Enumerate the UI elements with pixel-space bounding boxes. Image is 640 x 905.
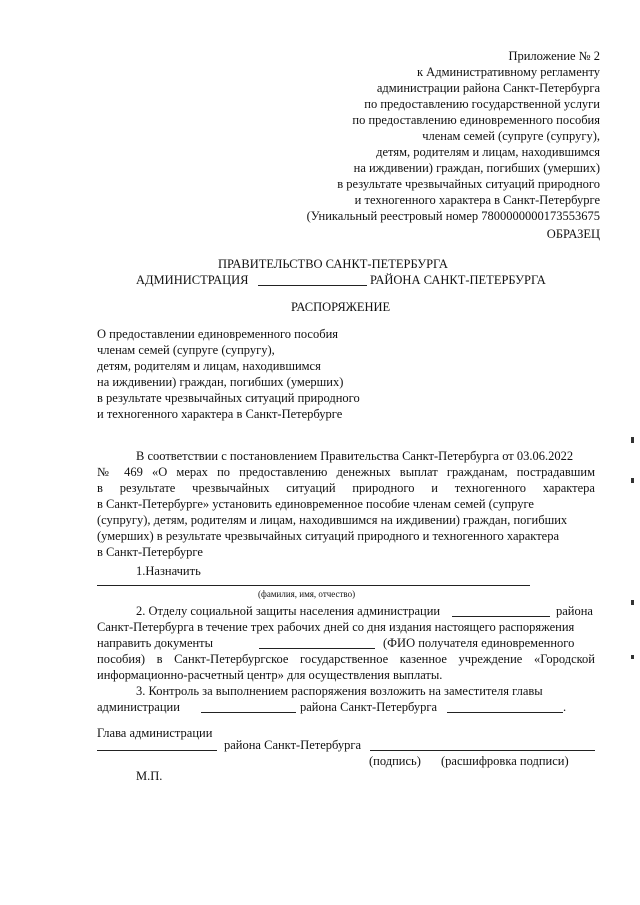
item1-label: 1.Назначить [136, 564, 201, 578]
appendix-line: в результате чрезвычайных ситуаций природного [337, 177, 600, 191]
administration-suffix: РАЙОНА САНКТ-ПЕТЕРБУРГА [370, 273, 546, 287]
district-blank-line [258, 285, 367, 286]
item2-text: района [556, 604, 593, 618]
appendix-line: и техногенного характера в Санкт-Петербурге [354, 193, 600, 207]
signature-caption: (подпись) [369, 754, 421, 768]
appendix-line: членам семей (супруге (супругу), [422, 129, 600, 143]
stamp-label: М.П. [136, 769, 163, 783]
intro-line: в Санкт-Петербурге» установить единовременное пособие членам семей (супруге [97, 497, 534, 511]
decode-caption: (расшифровка подписи) [441, 754, 569, 768]
subject-line: О предоставлении единовременного пособия [97, 327, 339, 341]
item3-deputy-blank [447, 712, 563, 713]
scan-edge-mark [631, 437, 634, 443]
intro-line: № 469 «О мерах по предоставлению денежных выплат гражданам, пострадавшим [97, 465, 595, 479]
subject-line: и техногенного характера в Санкт-Петербурге [97, 407, 343, 421]
item3-text: района Санкт-Петербурга [300, 700, 438, 714]
head-title: Глава администрации [97, 726, 213, 740]
item2-text: направить документы [97, 636, 214, 650]
item2-text: Санкт-Петербурга в течение трех рабочих дней со дня издания настоящего распоряжения [97, 620, 575, 634]
signature-district-blank [97, 750, 217, 751]
fio-blank-line [97, 585, 530, 586]
subject-line: на иждивении) граждан, погибших (умерших) [97, 375, 344, 389]
appendix-line: по предоставлению единовременного пособия [352, 113, 600, 127]
intro-line: (умерших) в результате чрезвычайных ситуаций природного и техногенного характера [97, 529, 560, 543]
intro-line: (супругу), детям, родителям и лицам, находившимся на иждивении) граждан, погибших [97, 513, 568, 527]
subject-line: в результате чрезвычайных ситуаций природного [97, 391, 360, 405]
scan-edge-mark [631, 478, 634, 483]
signature-district-text: района Санкт-Петербурга [224, 738, 362, 752]
item2-text: пособия) в Санкт-Петербургское государственное казенное учреждение «Городской [97, 652, 595, 666]
appendix-line: на иждивении) граждан, погибших (умерших) [353, 161, 600, 175]
appendix-line: администрации района Санкт-Петербурга [376, 81, 600, 95]
appendix-line: к Административному регламенту [416, 65, 600, 79]
item2-docs-blank [259, 648, 375, 649]
item3-text: администрации [97, 700, 180, 714]
fio-caption: (фамилия, имя, отчество) [258, 589, 356, 599]
subject-line: членам семей (супруге (супругу), [97, 343, 275, 357]
item3-admin-blank [201, 712, 296, 713]
scan-edge-mark [631, 655, 634, 659]
scan-edge-mark [631, 600, 634, 605]
signature-blank-line [370, 750, 595, 751]
doc-type-title: РАСПОРЯЖЕНИЕ [291, 300, 391, 314]
subject-line: детям, родителям и лицам, находившимся [97, 359, 321, 373]
intro-line: в Санкт-Петербурге [97, 545, 203, 559]
intro-line: в результате чрезвычайных ситуаций природного и техногенного характера [97, 481, 595, 495]
sample-label: ОБРАЗЕЦ [546, 227, 600, 241]
item2-text: 2. Отделу социальной защиты населения администрации [136, 604, 441, 618]
intro-line: В соответствии с постановлением Правительства Санкт-Петербурга от 03.06.2022 [136, 449, 574, 463]
appendix-line: по предоставлению государственной услуги [364, 97, 600, 111]
item2-district-blank [452, 616, 550, 617]
government-title: ПРАВИТЕЛЬСТВО САНКТ-ПЕТЕРБУРГА [218, 257, 448, 271]
item3-text: . [563, 700, 567, 714]
administration-prefix: АДМИНИСТРАЦИЯ [136, 273, 249, 287]
item3-text: 3. Контроль за выполнением распоряжения возложить на заместителя главы [136, 684, 543, 698]
item2-text: (ФИО получателя единовременного [383, 636, 575, 650]
item2-text: информационно-расчетный центр» для осуществления выплаты. [97, 668, 443, 682]
appendix-line: (Уникальный реестровый номер 7800000000173553675 [306, 209, 600, 223]
appendix-line: детям, родителям и лицам, находившимся [376, 145, 600, 159]
appendix-line: Приложение № 2 [508, 49, 600, 63]
